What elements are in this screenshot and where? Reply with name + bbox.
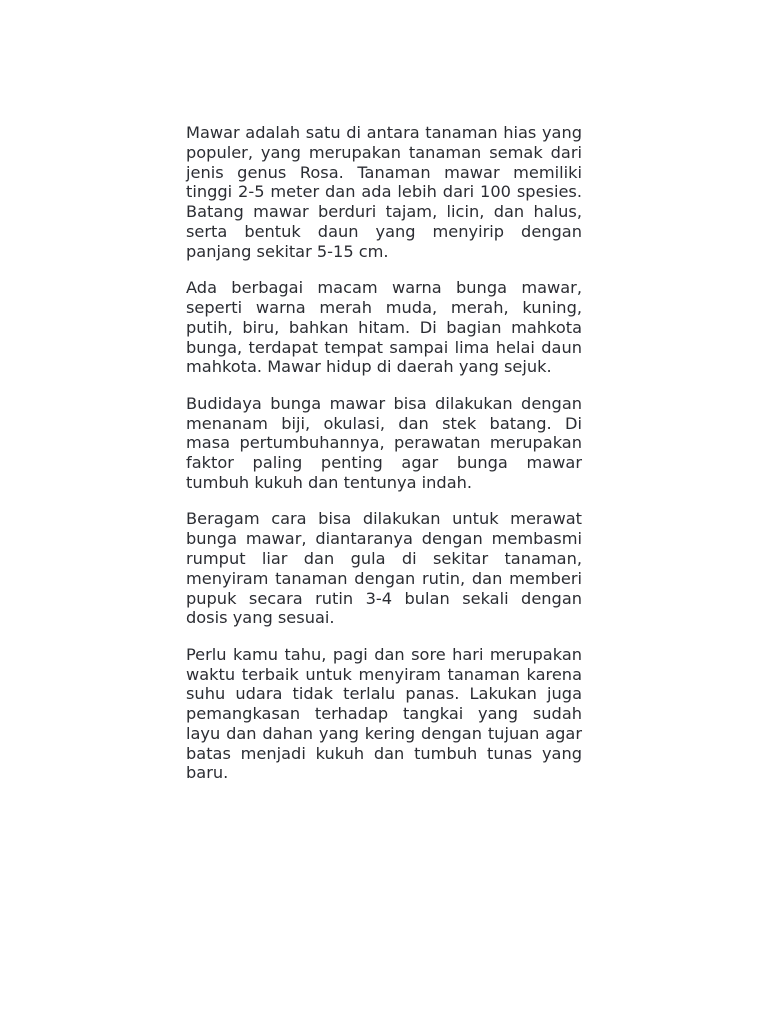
paragraph-watering-pruning: Perlu kamu tahu, pagi dan sore hari merupakan waktu terbaik untuk menyiram tanaman karena suhu udara tidak terlalu panas. Lakukan juga pemangkasan terhadap tangkai yang sudah layu dan dahan yang kering dengan tujuan agar batas menjadi kukuh dan tumbuh tunas yang baru. <box>186 644 582 783</box>
paragraph-cultivation: Budidaya bunga mawar bisa dilakukan dengan menanam biji, okulasi, dan stek batang. Di masa pertumbuhannya, perawatan merupakan faktor paling penting agar bunga mawar tumbuh kukuh dan tentunya indah. <box>186 393 582 492</box>
paragraph-rose-description: Mawar adalah satu di antara tanaman hias yang populer, yang merupakan tanaman semak dari jenis genus Rosa. Tanaman mawar memiliki tinggi 2-5 meter dan ada lebih dari 100 spesies. Batang mawar berduri tajam, licin, dan halus, serta bentuk daun yang menyirip dengan panjang sekitar 5-15 cm. <box>186 123 582 261</box>
paragraph-rose-colors: Ada berbagai macam warna bunga mawar, seperti warna merah muda, merah, kuning, putih, biru, bahkan hitam. Di bagian mahkota bunga, terdapat tempat sampai lima helai daun mahkota. Mawar hidup di daerah yang sejuk. <box>186 278 582 377</box>
document-body <box>186 123 582 783</box>
paragraph-care: Beragam cara bisa dilakukan untuk merawat bunga mawar, diantaranya dengan membasmi rumput liar dan gula di sekitar tanaman, menyiram tanaman dengan rutin, dan memberi pupuk secara rutin 3-4 bulan sekali dengan dosis yang sesuai. <box>186 509 582 628</box>
